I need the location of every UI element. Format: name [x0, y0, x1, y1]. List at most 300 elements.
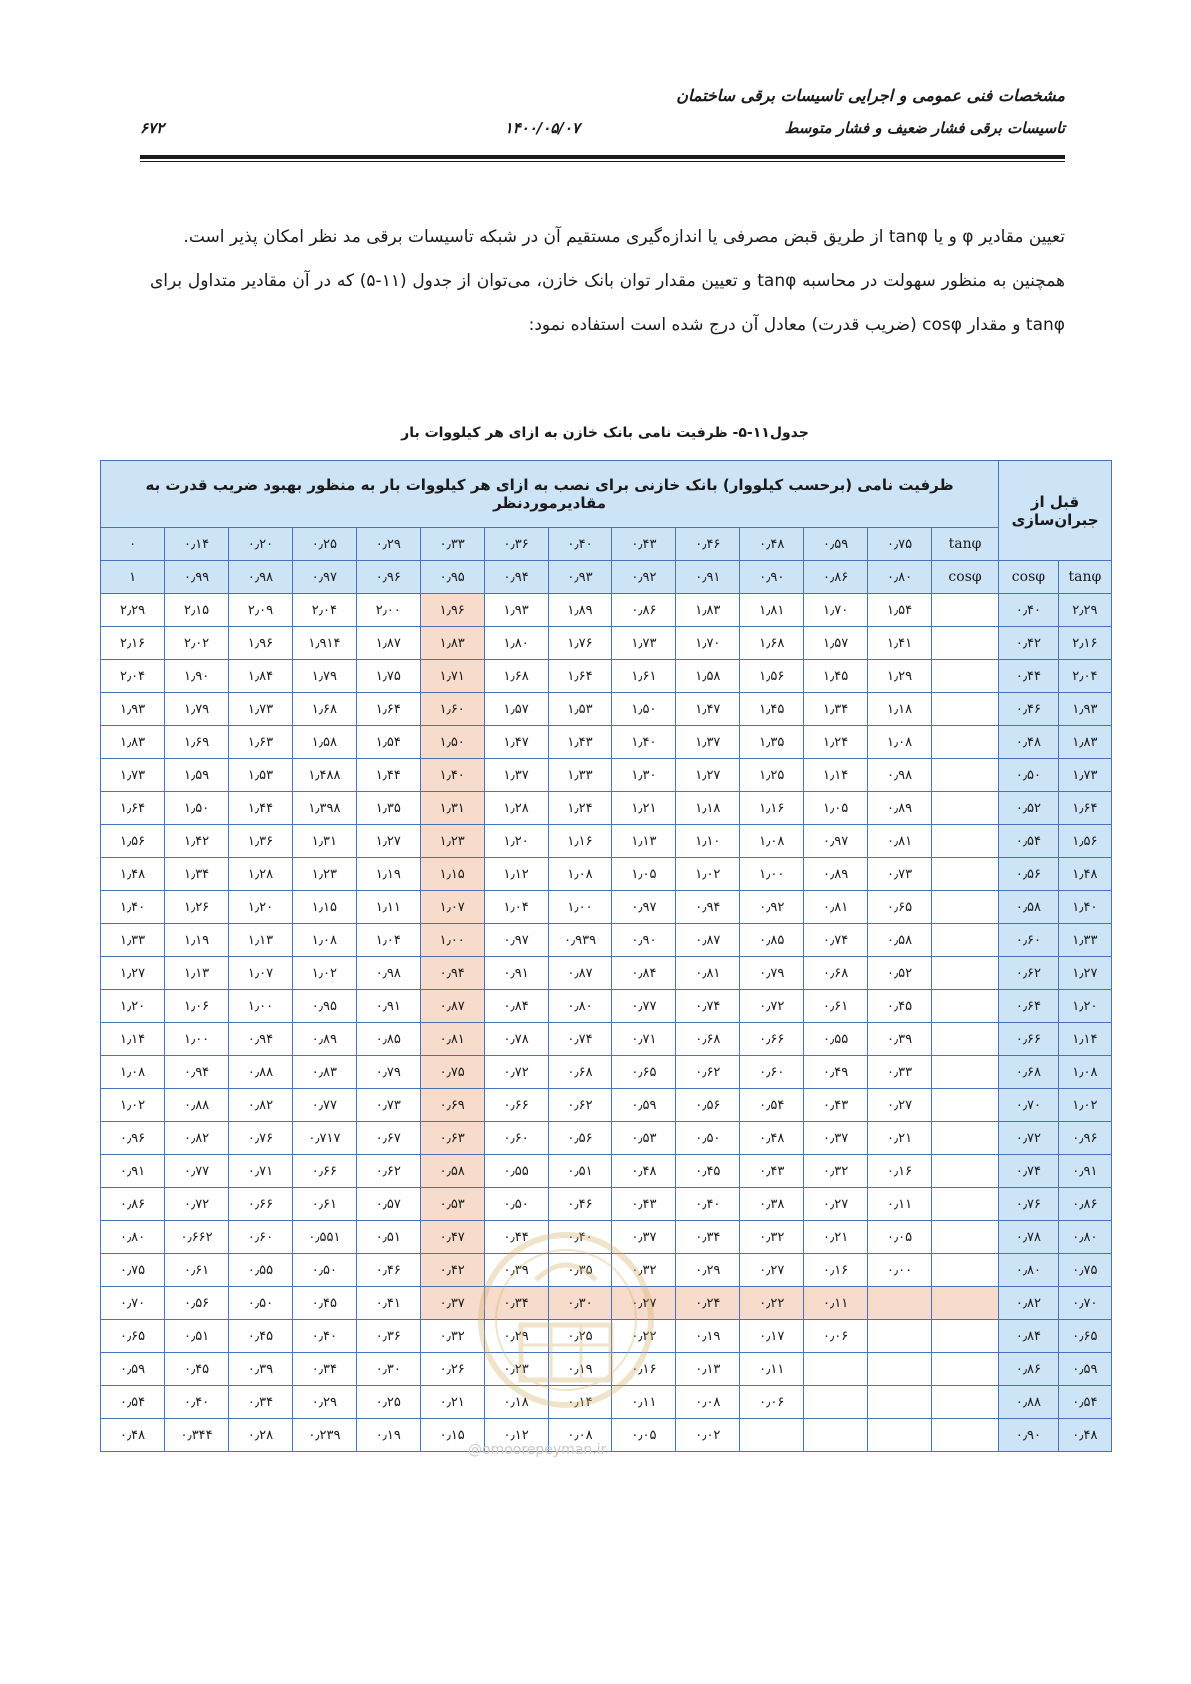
before-tan-value: ۱٫۶۴	[1058, 792, 1111, 825]
capacity-cell: ۰٫۱۶	[868, 1155, 932, 1188]
capacity-cell: ۰٫۷۲	[740, 990, 804, 1023]
capacity-cell: ۰٫۶۸	[804, 957, 868, 990]
capacity-cell: ۰٫۴۷	[420, 1221, 484, 1254]
capacity-cell: ۰٫۲۴	[676, 1287, 740, 1320]
before-cos-value: ۰٫۵۶	[999, 858, 1059, 891]
page-number: ۶۷۲	[140, 119, 165, 137]
table-caption: جدول۱۱-۵- ظرفیت نامی بانک خازن به ازای هر کیلووات بار	[401, 425, 809, 441]
spacer-cell	[932, 957, 999, 990]
before-tan-value: ۰٫۹۱	[1058, 1155, 1111, 1188]
capacity-cell: ۰٫۹۸	[356, 957, 420, 990]
spacer-cell	[932, 1287, 999, 1320]
capacity-cell: ۰٫۲۸	[229, 1419, 293, 1452]
capacity-cell: ۰٫۸۲	[229, 1089, 293, 1122]
target-cos-value: ۰٫۸۶	[804, 561, 868, 594]
capacity-cell: ۰٫۸۵	[740, 924, 804, 957]
capacity-cell	[868, 1386, 932, 1419]
table-row	[101, 726, 1112, 759]
capacity-cell: ۱٫۶۳	[229, 726, 293, 759]
capacity-cell: ۰٫۲۳	[484, 1353, 548, 1386]
before-tan-value: ۰٫۸۶	[1058, 1188, 1111, 1221]
capacity-cell: ۰٫۱۱	[804, 1287, 868, 1320]
capacity-cell: ۰٫۵۶	[165, 1287, 229, 1320]
capacity-cell: ۰٫۶۱	[292, 1188, 356, 1221]
capacity-cell: ۰٫۶۶۲	[165, 1221, 229, 1254]
capacity-cell: ۱٫۱۳	[165, 957, 229, 990]
capacity-cell: ۲٫۱۵	[165, 594, 229, 627]
capacity-cell: ۰٫۱۳	[676, 1353, 740, 1386]
capacity-header: ظرفیت نامی (برحسب کیلووار) بانک خازنی برای نصب به ازای هر کیلووات بار به منظور بهبود ضریب قدرت به مقادیرموردنظر	[101, 461, 999, 528]
capacity-cell: ۱٫۶۸	[292, 693, 356, 726]
capacity-cell: ۱٫۶۹	[165, 726, 229, 759]
capacity-cell: ۰٫۷۲	[165, 1188, 229, 1221]
table-row	[101, 1386, 1112, 1419]
capacity-cell: ۰٫۵۱	[548, 1155, 612, 1188]
before-cos-value: ۰٫۷۰	[999, 1089, 1059, 1122]
capacity-cell: ۰٫۷۰	[101, 1287, 165, 1320]
capacity-cell: ۱٫۲۳	[292, 858, 356, 891]
table-row	[101, 1221, 1112, 1254]
before-tan-value: ۰٫۸۰	[1058, 1221, 1111, 1254]
capacity-cell: ۱٫۷۹	[292, 660, 356, 693]
capacity-cell: ۱٫۳۴	[804, 693, 868, 726]
capacity-cell: ۰٫۸۴	[484, 990, 548, 1023]
header-rule-thin	[140, 161, 1065, 162]
spacer-cell	[932, 990, 999, 1023]
table-row	[101, 1056, 1112, 1089]
capacity-cell: ۰٫۷۴	[676, 990, 740, 1023]
before-tan-value: ۱٫۰۸	[1058, 1056, 1111, 1089]
target-cos-value: ۱	[101, 561, 165, 594]
capacity-cell: ۰٫۵۶	[548, 1122, 612, 1155]
before-tan-value: ۲٫۲۹	[1058, 594, 1111, 627]
spacer-cell	[932, 1254, 999, 1287]
header-date: ۱۴۰۰/۰۵/۰۷	[504, 119, 580, 137]
capacity-cell: ۱٫۵۷	[484, 693, 548, 726]
capacity-cell: ۰٫۹۷	[804, 825, 868, 858]
spacer-cell	[932, 726, 999, 759]
capacity-cell: ۱٫۱۳	[229, 924, 293, 957]
capacity-cell: ۰٫۵۴	[101, 1386, 165, 1419]
capacity-cell: ۰٫۱۹	[676, 1320, 740, 1353]
capacity-cell: ۱٫۴۰	[612, 726, 676, 759]
capacity-cell: ۰٫۶۶	[292, 1155, 356, 1188]
capacity-cell: ۰٫۷۱	[612, 1023, 676, 1056]
capacity-cell: ۰٫۷۳	[868, 858, 932, 891]
capacity-cell: ۰٫۵۸	[420, 1155, 484, 1188]
capacity-cell: ۱٫۶۸	[484, 660, 548, 693]
capacity-cell: ۰٫۴۵	[676, 1155, 740, 1188]
capacity-cell: ۰٫۶۰	[740, 1056, 804, 1089]
before-cos-value: ۰٫۸۸	[999, 1386, 1059, 1419]
capacity-cell: ۱٫۰۵	[804, 792, 868, 825]
capacity-cell: ۰٫۴۰	[676, 1188, 740, 1221]
table-row	[101, 825, 1112, 858]
capacity-cell: ۰٫۸۳	[292, 1056, 356, 1089]
capacity-cell: ۱٫۲۷	[676, 759, 740, 792]
capacity-cell: ۰٫۳۲	[612, 1254, 676, 1287]
capacity-cell: ۰٫۴۰	[292, 1320, 356, 1353]
capacity-cell: ۰٫۵۱	[165, 1320, 229, 1353]
capacity-cell: ۱٫۵۴	[356, 726, 420, 759]
capacity-cell: ۲٫۲۹	[101, 594, 165, 627]
before-tan-label: tanφ	[1058, 561, 1111, 594]
capacity-cell: ۱٫۷۰	[676, 627, 740, 660]
capacity-cell: ۰٫۸۱	[420, 1023, 484, 1056]
capacity-cell: ۰٫۶۸	[676, 1023, 740, 1056]
before-tan-value: ۱٫۴۰	[1058, 891, 1111, 924]
capacity-cell: ۰٫۱۲	[484, 1419, 548, 1452]
capacity-cell: ۰٫۷۸	[484, 1023, 548, 1056]
capacity-cell: ۱٫۷۱	[420, 660, 484, 693]
capacity-cell: ۰٫۹۸	[868, 759, 932, 792]
table-row	[101, 1155, 1112, 1188]
capacity-cell: ۰٫۲۹	[676, 1254, 740, 1287]
target-cos-value: ۰٫۹۱	[676, 561, 740, 594]
capacity-cell: ۰٫۸۲	[165, 1122, 229, 1155]
capacity-cell: ۱٫۵۶	[740, 660, 804, 693]
capacity-cell: ۰٫۱۱	[868, 1188, 932, 1221]
capacity-cell: ۰٫۶۲	[676, 1056, 740, 1089]
spacer-cell	[932, 1221, 999, 1254]
spacer-cell	[932, 1056, 999, 1089]
table-row	[101, 594, 1112, 627]
table-row	[101, 1353, 1112, 1386]
capacity-cell: ۱٫۱۵	[292, 891, 356, 924]
table-row	[101, 858, 1112, 891]
capacity-cell: ۰٫۳۳	[868, 1056, 932, 1089]
target-tan-value: ۰	[101, 528, 165, 561]
table-row	[101, 759, 1112, 792]
capacity-cell: ۱٫۴۱	[868, 627, 932, 660]
capacity-cell: ۱٫۱۰	[676, 825, 740, 858]
capacity-cell: ۰٫۹۱	[356, 990, 420, 1023]
capacity-cell: ۰٫۳۴۴	[165, 1419, 229, 1452]
before-cos-value: ۰٫۴۲	[999, 627, 1059, 660]
target-cos-value: ۰٫۸۰	[868, 561, 932, 594]
capacity-cell: ۱٫۷۳	[101, 759, 165, 792]
before-cos-value: ۰٫۷۸	[999, 1221, 1059, 1254]
before-cos-value: ۰٫۶۶	[999, 1023, 1059, 1056]
capacity-cell: ۰٫۷۴	[804, 924, 868, 957]
header-rule-thick	[140, 155, 1065, 159]
capacity-cell: ۱٫۵۳	[229, 759, 293, 792]
capacity-cell: ۱٫۱۶	[740, 792, 804, 825]
capacity-cell: ۰٫۸۶	[612, 594, 676, 627]
capacity-cell: ۰٫۰۸	[548, 1419, 612, 1452]
before-cos-value: ۰٫۴۸	[999, 726, 1059, 759]
capacity-cell: ۱٫۶۴	[101, 792, 165, 825]
spacer-cell	[932, 1122, 999, 1155]
capacity-cell	[804, 1419, 868, 1452]
header-subtitle: تاسیسات برقی فشار ضعیف و فشار متوسط	[784, 119, 1065, 137]
capacity-cell: ۰٫۷۹	[740, 957, 804, 990]
capacity-cell: ۱٫۴۷	[676, 693, 740, 726]
capacity-cell: ۱٫۷۰	[804, 594, 868, 627]
capacity-cell: ۰٫۴۸	[101, 1419, 165, 1452]
capacity-cell: ۰٫۳۲	[420, 1320, 484, 1353]
capacity-cell: ۰٫۵۹	[101, 1353, 165, 1386]
capacity-cell: ۱٫۴۵	[804, 660, 868, 693]
capacity-cell: ۰٫۳۲	[740, 1221, 804, 1254]
capacity-cell: ۰٫۳۲	[804, 1155, 868, 1188]
capacity-cell: ۰٫۳۵	[548, 1254, 612, 1287]
capacity-cell: ۱٫۹۶	[420, 594, 484, 627]
capacity-cell	[804, 1353, 868, 1386]
capacity-cell: ۱٫۶۸	[740, 627, 804, 660]
before-cos-value: ۰٫۸۶	[999, 1353, 1059, 1386]
capacity-cell: ۱٫۵۶	[101, 825, 165, 858]
header-title: مشخصات فنی عمومی و اجرایی تاسیسات برقی ساختمان	[676, 86, 1065, 105]
capacity-cell: ۰٫۵۲	[868, 957, 932, 990]
capacity-cell: ۰٫۵۷	[356, 1188, 420, 1221]
capacity-cell: ۰٫۹۴	[676, 891, 740, 924]
table-row	[101, 957, 1112, 990]
target-cos-value: ۰٫۹۴	[484, 561, 548, 594]
capacity-cell: ۰٫۱۶	[804, 1254, 868, 1287]
capacity-cell: ۱٫۲۰	[484, 825, 548, 858]
capacity-cell: ۱٫۳۱	[292, 825, 356, 858]
capacity-cell: ۱٫۵۰	[612, 693, 676, 726]
capacity-cell: ۰٫۷۵	[420, 1056, 484, 1089]
capacity-cell: ۰٫۵۵۱	[292, 1221, 356, 1254]
before-tan-value: ۰٫۷۵	[1058, 1254, 1111, 1287]
capacity-cell: ۱٫۲۵	[740, 759, 804, 792]
capacity-cell: ۱٫۸۴	[229, 660, 293, 693]
capacity-cell: ۰٫۴۰	[548, 1221, 612, 1254]
capacity-cell: ۱٫۳۷	[484, 759, 548, 792]
capacity-cell: ۰٫۴۵	[292, 1287, 356, 1320]
capacity-cell: ۰٫۳۰	[356, 1353, 420, 1386]
capacity-cell: ۱٫۱۴	[101, 1023, 165, 1056]
capacity-cell: ۰٫۵۱	[356, 1221, 420, 1254]
before-cos-value: ۰٫۵۸	[999, 891, 1059, 924]
capacity-cell: ۰٫۶۲	[356, 1155, 420, 1188]
capacity-cell: ۲٫۰۴	[292, 594, 356, 627]
capacity-cell: ۲٫۰۰	[356, 594, 420, 627]
capacity-cell: ۰٫۲۷	[804, 1188, 868, 1221]
capacity-cell: ۰٫۷۷	[612, 990, 676, 1023]
capacity-cell: ۰٫۳۰	[548, 1287, 612, 1320]
capacity-cell: ۰٫۶۶	[740, 1023, 804, 1056]
capacity-cell: ۰٫۴۳	[612, 1188, 676, 1221]
capacity-cell: ۱٫۲۳	[420, 825, 484, 858]
capacity-cell: ۰٫۳۴	[229, 1386, 293, 1419]
capacity-cell: ۰٫۹۴	[165, 1056, 229, 1089]
capacity-cell: ۰٫۲۷	[868, 1089, 932, 1122]
capacity-cell: ۱٫۸۳	[101, 726, 165, 759]
spacer-cell	[932, 924, 999, 957]
capacity-cell: ۰٫۶۳	[420, 1122, 484, 1155]
capacity-cell: ۱٫۷۳	[229, 693, 293, 726]
capacity-cell: ۰٫۰۲	[676, 1419, 740, 1452]
capacity-cell: ۱٫۰۰	[420, 924, 484, 957]
capacity-cell: ۰٫۹۷	[484, 924, 548, 957]
capacity-cell: ۰٫۸۴	[612, 957, 676, 990]
at-icon: @	[468, 1442, 482, 1458]
table-row	[101, 660, 1112, 693]
spacer-cell	[932, 858, 999, 891]
capacity-cell: ۱٫۳۳	[101, 924, 165, 957]
before-tan-value: ۲٫۰۴	[1058, 660, 1111, 693]
capacity-cell: ۱٫۰۸	[101, 1056, 165, 1089]
before-cos-value: ۰٫۷۴	[999, 1155, 1059, 1188]
capacity-cell: ۰٫۹۴	[229, 1023, 293, 1056]
before-cos-value: ۰٫۴۴	[999, 660, 1059, 693]
capacity-cell: ۰٫۱۸	[484, 1386, 548, 1419]
capacity-cell: ۱٫۲۷	[101, 957, 165, 990]
capacity-cell: ۱٫۳۶	[229, 825, 293, 858]
capacity-cell: ۰٫۰۶	[804, 1320, 868, 1353]
before-cos-value: ۰٫۴۶	[999, 693, 1059, 726]
target-cos-value: ۰٫۹۸	[229, 561, 293, 594]
capacity-cell: ۰٫۸۹	[868, 792, 932, 825]
capacity-cell: ۱٫۷۳	[612, 627, 676, 660]
before-tan-value: ۱٫۴۸	[1058, 858, 1111, 891]
capacity-cell: ۲٫۰۲	[165, 627, 229, 660]
capacity-cell: ۰٫۷۱۷	[292, 1122, 356, 1155]
before-tan-value: ۱٫۵۶	[1058, 825, 1111, 858]
before-tan-value: ۱٫۰۲	[1058, 1089, 1111, 1122]
capacity-cell: ۱٫۵۰	[420, 726, 484, 759]
capacity-cell	[740, 1419, 804, 1452]
before-cos-value: ۰٫۵۴	[999, 825, 1059, 858]
spacer-cell	[932, 792, 999, 825]
capacity-cell: ۰٫۶۵	[868, 891, 932, 924]
before-cos-value: ۰٫۷۶	[999, 1188, 1059, 1221]
capacity-cell: ۱٫۲۴	[548, 792, 612, 825]
spacer-cell	[932, 594, 999, 627]
capacity-cell: ۱٫۱۸	[676, 792, 740, 825]
capacity-cell: ۰٫۴۱	[356, 1287, 420, 1320]
capacity-cell: ۱٫۳۷	[676, 726, 740, 759]
capacity-cell: ۱٫۲۱	[612, 792, 676, 825]
target-tan-value: ۰٫۳۶	[484, 528, 548, 561]
capacity-cell: ۱٫۰۰	[740, 858, 804, 891]
capacity-cell: ۰٫۱۵	[420, 1419, 484, 1452]
capacity-cell: ۱٫۸۹	[548, 594, 612, 627]
capacity-cell: ۰٫۹۴	[420, 957, 484, 990]
capacity-cell: ۱٫۵۴	[868, 594, 932, 627]
capacity-cell: ۱٫۵۷	[804, 627, 868, 660]
capacity-cell: ۰٫۴۵	[229, 1320, 293, 1353]
capacity-cell: ۰٫۷۱	[229, 1155, 293, 1188]
before-compensation-header: قبل از جبران‌سازی	[999, 461, 1112, 561]
capacity-cell: ۰٫۲۱	[868, 1122, 932, 1155]
before-tan-value: ۰٫۷۰	[1058, 1287, 1111, 1320]
capacity-cell: ۱٫۶۰	[420, 693, 484, 726]
before-tan-value: ۱٫۲۷	[1058, 957, 1111, 990]
capacity-cell: ۱٫۲۷	[356, 825, 420, 858]
before-cos-value: ۰٫۶۲	[999, 957, 1059, 990]
before-cos-value: ۰٫۶۸	[999, 1056, 1059, 1089]
target-tan-value: ۰٫۲۹	[356, 528, 420, 561]
capacity-cell: ۱٫۱۸	[868, 693, 932, 726]
target-tan-value: ۰٫۴۰	[548, 528, 612, 561]
capacity-cell: ۱٫۸۱	[740, 594, 804, 627]
before-cos-value: ۰٫۶۴	[999, 990, 1059, 1023]
capacity-cell: ۱٫۶۴	[356, 693, 420, 726]
capacity-cell: ۰٫۵۹	[612, 1089, 676, 1122]
table-row	[101, 1320, 1112, 1353]
target-tan-value: ۰٫۲۵	[292, 528, 356, 561]
capacity-cell: ۰٫۲۲	[612, 1320, 676, 1353]
capacity-cell: ۰٫۱۴	[548, 1386, 612, 1419]
capacity-cell: ۰٫۰۵	[612, 1419, 676, 1452]
spacer-cell	[932, 891, 999, 924]
capacity-cell: ۰٫۸۰	[548, 990, 612, 1023]
before-tan-value: ۰٫۹۶	[1058, 1122, 1111, 1155]
capacity-cell: ۱٫۲۰	[101, 990, 165, 1023]
before-cos-value: ۰٫۵۲	[999, 792, 1059, 825]
capacity-cell: ۰٫۲۹	[484, 1320, 548, 1353]
before-cos-value: ۰٫۴۰	[999, 594, 1059, 627]
capacity-cell: ۰٫۶۰	[229, 1221, 293, 1254]
capacity-cell: ۱٫۰۲	[292, 957, 356, 990]
capacity-cell: ۱٫۴۴	[356, 759, 420, 792]
capacity-cell: ۰٫۱۹	[548, 1353, 612, 1386]
target-cos-value: ۰٫۹۷	[292, 561, 356, 594]
capacity-cell	[868, 1287, 932, 1320]
capacity-cell: ۱٫۴۰	[101, 891, 165, 924]
capacity-cell: ۰٫۳۴	[292, 1353, 356, 1386]
capacity-cell: ۰٫۴۵	[868, 990, 932, 1023]
capacity-cell: ۰٫۹۳۹	[548, 924, 612, 957]
capacity-cell: ۰٫۶۵	[101, 1320, 165, 1353]
capacity-cell: ۱٫۴۳	[548, 726, 612, 759]
capacity-cell: ۰٫۲۵	[356, 1386, 420, 1419]
capacity-cell: ۰٫۴۵	[165, 1353, 229, 1386]
before-tan-value: ۱٫۸۳	[1058, 726, 1111, 759]
capacity-cell	[804, 1386, 868, 1419]
capacity-cell: ۰٫۸۷	[676, 924, 740, 957]
capacity-cell: ۱٫۲۶	[165, 891, 229, 924]
table-row	[101, 627, 1112, 660]
capacity-cell: ۱٫۱۵	[420, 858, 484, 891]
spacer-cell	[932, 1419, 999, 1452]
before-tan-value: ۱٫۷۳	[1058, 759, 1111, 792]
capacity-cell: ۰٫۰۸	[676, 1386, 740, 1419]
capacity-cell: ۰٫۵۵	[229, 1254, 293, 1287]
capacity-cell: ۱٫۰۴	[356, 924, 420, 957]
capacity-cell: ۱٫۴۷	[484, 726, 548, 759]
capacity-cell: ۱٫۲۸	[484, 792, 548, 825]
capacity-cell: ۰٫۷۹	[356, 1056, 420, 1089]
capacity-cell: ۱٫۱۹	[356, 858, 420, 891]
capacity-cell: ۰٫۸۱	[804, 891, 868, 924]
capacity-cell: ۰٫۸۸	[165, 1089, 229, 1122]
capacity-cell: ۰٫۴۳	[740, 1155, 804, 1188]
capacity-cell: ۰٫۷۵	[101, 1254, 165, 1287]
target-tan-value: ۰٫۵۹	[804, 528, 868, 561]
table-row	[101, 1089, 1112, 1122]
capacity-cell: ۱٫۸۰	[484, 627, 548, 660]
capacity-cell: ۱٫۵۸	[676, 660, 740, 693]
before-tan-value: ۰٫۶۵	[1058, 1320, 1111, 1353]
capacity-cell: ۱٫۴۴	[229, 792, 293, 825]
table-row	[101, 1188, 1112, 1221]
capacity-cell: ۱٫۹۶	[229, 627, 293, 660]
capacity-cell: ۰٫۷۷	[165, 1155, 229, 1188]
capacity-cell: ۰٫۹۶	[101, 1122, 165, 1155]
capacity-cell: ۰٫۳۸	[740, 1188, 804, 1221]
capacity-cell: ۰٫۶۹	[420, 1089, 484, 1122]
capacity-cell: ۰٫۹۱	[101, 1155, 165, 1188]
capacity-cell: ۰٫۹۰	[612, 924, 676, 957]
capacity-cell: ۱٫۴۸۸	[292, 759, 356, 792]
capacity-cell: ۰٫۸۹	[292, 1023, 356, 1056]
spacer-cell	[932, 1353, 999, 1386]
